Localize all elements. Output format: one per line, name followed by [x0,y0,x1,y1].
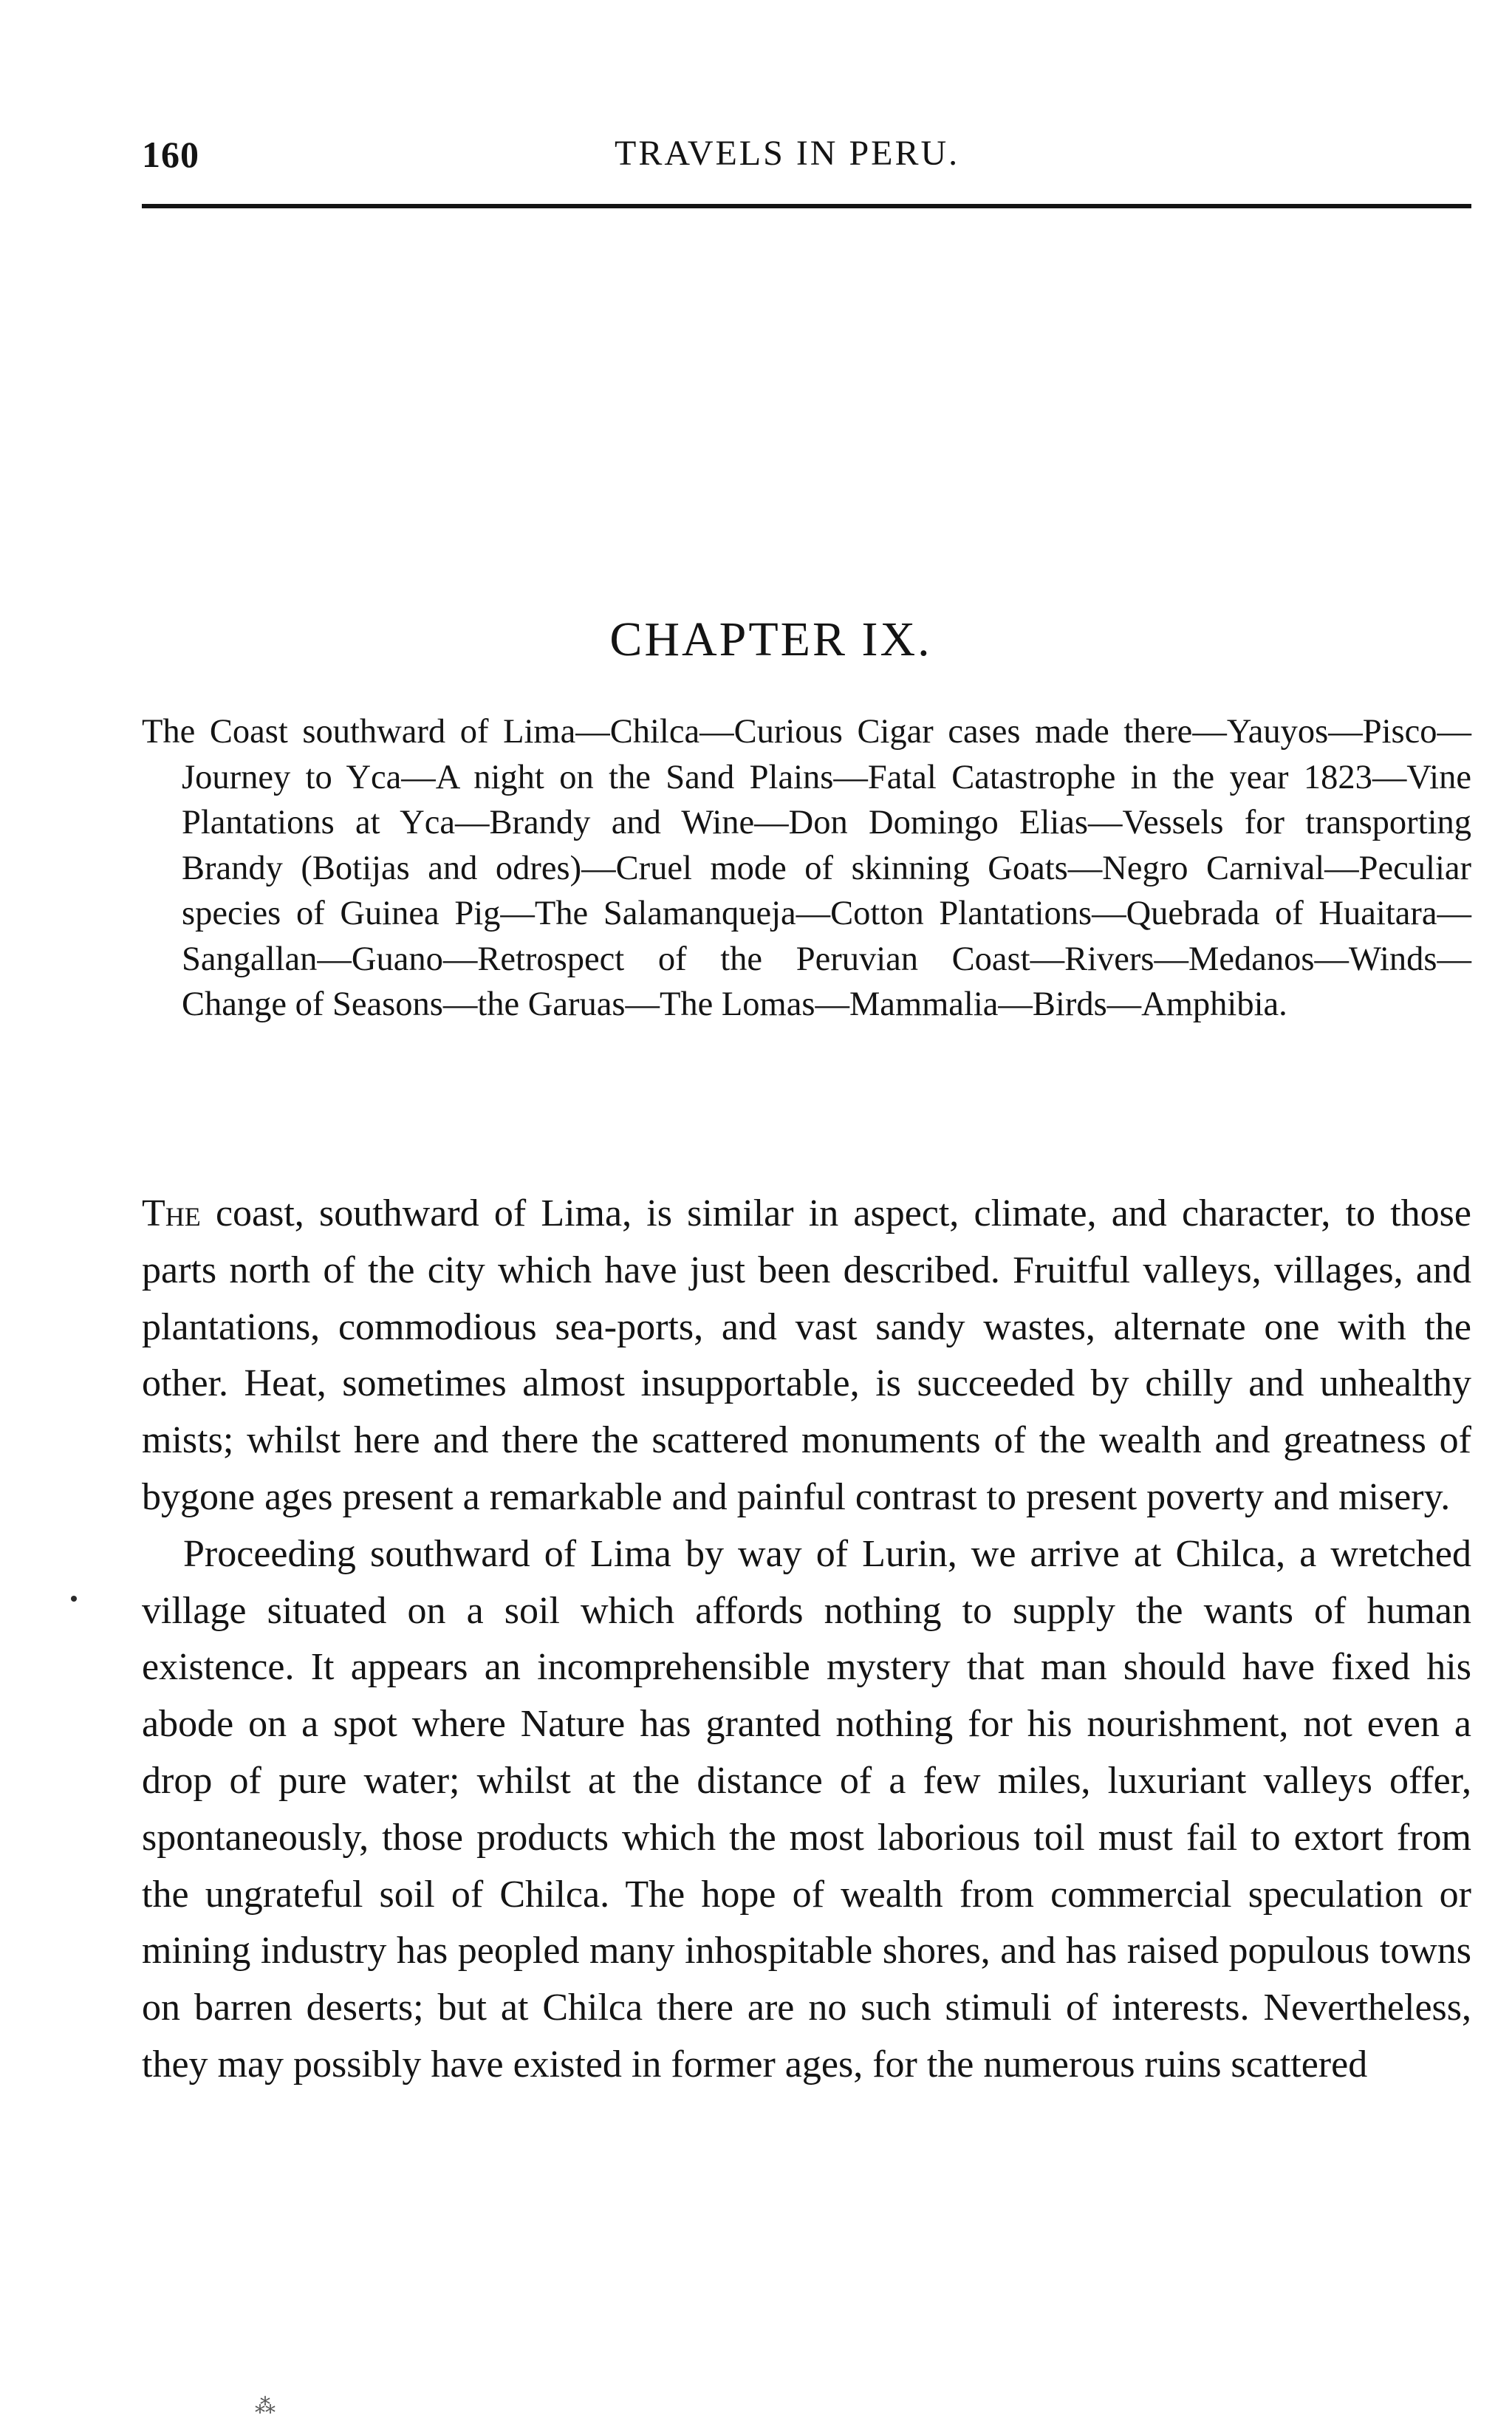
header-rule [142,204,1471,208]
paragraph-1 [142,1186,1471,1526]
running-header [142,133,1471,185]
printer-ornament: ⁂ [255,2395,277,2418]
page-number: 160 [142,134,199,175]
paragraph-2: Proceeding southward of Lima by way of Lurin, we arrive at Chilca, a wretched village situated on a soil which affords nothing to supply the wants of human existence. It appears an incomprehensible mystery that man should have fixed his abode on a spot where Nature has granted nothing for his nourishment, not even a drop of pure water; whilst at the distance of a few miles, luxuriant valleys offer, spontaneously, those products which the most laborious toil must fail to extort from the ungrateful soil of Chilca. The hope of wealth from commercial speculation or mining industry has peopled many inhospitable shores, and has raised populous towns on barren deserts; but at Chilca there are no such stimuli of interests. Nevertheless, they may possibly have existed in former ages, for the numerous ruins scattered [142,1532,1471,2086]
chapter-title: CHAPTER IX. [609,612,932,666]
paragraph-1-text: coast, southward of Lima, is similar in aspect, climate, and character, to those parts north of the city which have just been described. Fruitful valleys, villages, and plantations, commodious sea-ports, and vast sandy wastes, alternate one with the other. Heat, sometimes almost insupportable, is succeeded by chilly and unhealthy mists; whilst here and there the scattered monuments of the wealth and greatness of bygone ages present a remarkable and painful contrast to present poverty and misery. [142,1192,1471,1518]
chapter-synopsis: The Coast southward of Lima—Chilca—Curious Cigar cases made there—Yauyos—Pisco—Journey to Yca—A night on the Sand Plains—Fatal Catastrophe in the year 1823—Vine Plantations at Yca—Brandy and Wine—Don Domingo Elias—Vessels for transporting Brandy (Botijas and odres)—Cruel mode of skinning Goats—Negro Carnival—Peculiar species of Guinea Pig—The Salamanqueja—Cotton Plantations—Quebrada of Huaitara—Sangallan—Guano—Retrospect of the Peruvian Coast—Rivers—Medanos—Winds—Change of Seasons—the Garuas—The Lomas—Mammalia—Birds—Amphibia. [142,713,1471,1023]
running-title: TRAVELS IN PERU. [615,134,960,173]
margin-speck [71,1596,77,1602]
body-text [142,1186,1471,2094]
opening-word: The [142,1192,201,1234]
